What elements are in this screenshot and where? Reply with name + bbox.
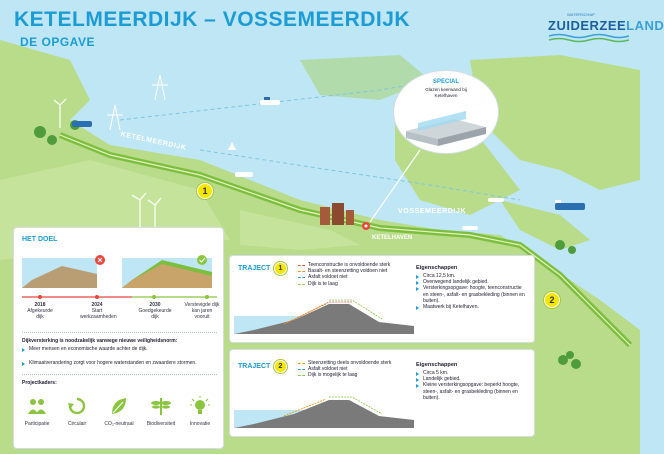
recycle-icon (66, 396, 88, 416)
norm-bullet: Klimaatverandering zorgt voor hogere waterstanden en zwaardere stormen. (22, 360, 217, 366)
legend-item: Dijk is mogelijk te laag (308, 372, 358, 379)
label-ketelhaven: KETELHAVEN (372, 235, 413, 241)
logo-part-2: LAND (626, 18, 664, 33)
label-ketelmeerdijk: KETELMEERDIJK (120, 131, 187, 152)
legend-item: Asfalt voldoet niet (308, 274, 348, 281)
traject-1-legend (298, 262, 390, 287)
special-callout (393, 70, 499, 154)
divider (22, 374, 217, 375)
legend-item: Basalt- en steenzetting voldoen niet (308, 268, 388, 275)
traject-1-eig-list (416, 273, 528, 310)
timeline-text: Start werkzaamheden (80, 308, 117, 320)
dragonfly-icon (150, 396, 172, 416)
logo-part-1: ZUIDERZEE (548, 18, 627, 33)
timeline-item (184, 302, 220, 320)
kader-label: Biodiversiteit (146, 421, 176, 427)
timeline-year: 2018 (34, 302, 46, 308)
kader-label: Innovatie (189, 421, 211, 427)
kader-label: Circulair (67, 421, 87, 427)
traject-2-number: 2 (274, 360, 287, 373)
lightbulb-icon (189, 396, 211, 416)
traject-2-eig-list (416, 370, 528, 401)
eig-item: Landelijk gebied. (416, 376, 528, 382)
timeline-text: Afgekeurde dijk (27, 308, 53, 320)
map-marker-2[interactable]: 2 (544, 292, 560, 308)
map-marker-1[interactable]: 1 (197, 183, 213, 199)
kader-item (20, 396, 54, 427)
eig-item: Overwegend landelijk gebied. (416, 279, 528, 285)
page-title: KETELMEERDIJK – VOSSEMEERDIJK (14, 8, 411, 31)
traject-1-eig-heading: Eigenschappen (416, 265, 458, 271)
kader-item (60, 396, 94, 427)
traject-2-eig-heading: Eigenschappen (416, 362, 458, 368)
traject-2-label: TRAJECT (238, 363, 271, 370)
participation-icon (26, 396, 48, 416)
kaders-heading: Projectkaders: (22, 380, 57, 386)
timeline-year: 2030 (149, 302, 161, 308)
leaf-icon (108, 396, 130, 416)
special-text: Glazen keerwand bij Ketelhaven (425, 87, 467, 98)
eig-item: Circa 12,5 km. (416, 273, 528, 279)
traject-1-number: 1 (274, 262, 287, 275)
special-heading: SPECIAL (432, 79, 459, 85)
timeline-text: Verstevigde dijk kan jaren vooruit (184, 302, 220, 320)
eig-item: Kleine versterkingsopgave: beperkt hoogte, steen-, asfalt- en grasbekleding (binnen en buiten). (416, 382, 528, 401)
dike-comparison-illustration (22, 250, 217, 290)
timeline-year: 2024 (91, 302, 103, 308)
norm-heading: Dijkversterking is noodzakelijk vanwege nieuwe veiligheidsnorm: (22, 338, 178, 344)
eig-item: Versterkingsopgave: hoogte, teenconstructie en steen-, asfalt- en grasbekleding (binnen en buiten). (416, 285, 528, 304)
traject-2-cross-section (234, 388, 414, 432)
label-vossemeerdijk: VOSSEMEERDIJK (398, 208, 467, 215)
legend-item: Asfalt voldoet niet (308, 366, 348, 373)
eig-item: Circa 5 km. (416, 370, 528, 376)
logo-waves-icon (549, 33, 629, 43)
legend-item: Dijk is te laag (308, 280, 338, 287)
doel-heading: HET DOEL (22, 236, 58, 243)
timeline-item (137, 302, 173, 320)
kader-item (142, 396, 180, 427)
traject-1-panel (230, 256, 534, 342)
norm-bullet: Meer mensen en economische waarde achter de dijk. (22, 346, 217, 352)
kader-item (100, 396, 138, 427)
timeline-item (25, 302, 55, 320)
traject-1-label: TRAJECT (238, 265, 271, 272)
logo-tagline: WATERSCHAP (567, 12, 595, 17)
timeline-text: Goedgekeurde dijk (138, 308, 172, 320)
logo (548, 18, 664, 33)
glass-wall-illustration (394, 101, 498, 145)
kader-item (182, 396, 218, 427)
legend-item: Teenconstructie is onvoldoende sterk (308, 262, 391, 268)
kader-label: Participatie (24, 421, 50, 427)
eig-item: Maatwerk bij Ketelhaven. (416, 304, 528, 310)
timeline-bar (22, 294, 217, 300)
page-subtitle: DE OPGAVE (20, 35, 95, 49)
legend-item: Steenzetting deels onvoldoende sterk (308, 360, 392, 366)
timeline-item (80, 302, 117, 320)
traject-1-cross-section (234, 294, 414, 338)
traject-2-legend (298, 360, 391, 379)
kader-label: CO₂-neutraal (104, 421, 134, 427)
divider (22, 332, 217, 333)
doel-panel (14, 228, 223, 448)
traject-2-panel (230, 350, 534, 436)
